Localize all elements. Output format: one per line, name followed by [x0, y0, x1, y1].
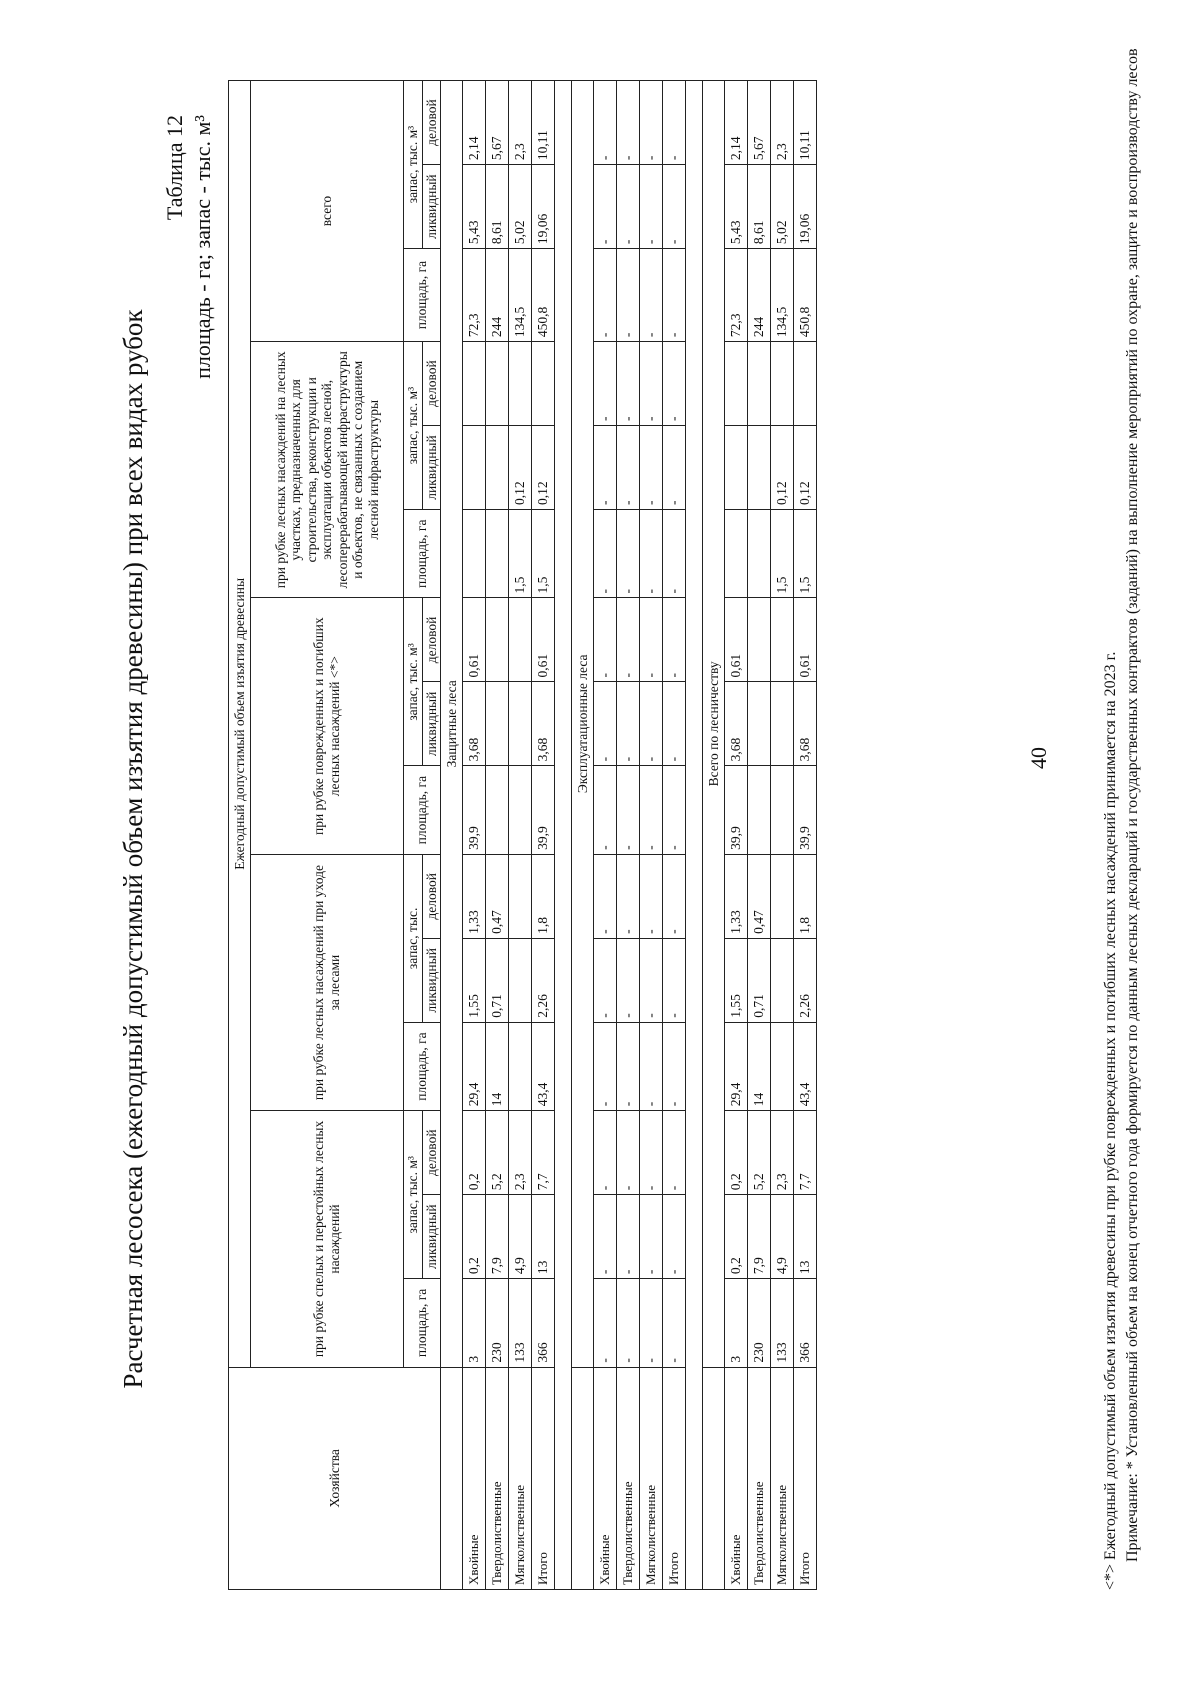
table-cell: [748, 766, 771, 854]
table-cell: 1,55: [725, 938, 748, 1022]
header-area: площадь, га: [404, 766, 441, 854]
table-cell: [486, 766, 509, 854]
table-cell: 3: [463, 1279, 486, 1367]
table-cell: -: [617, 510, 640, 598]
table-cell: -: [663, 510, 686, 598]
table-cell: 133: [509, 1279, 532, 1367]
row-label: Твердолиственные: [617, 1367, 640, 1589]
table-cell: 134,5: [509, 249, 532, 342]
table-cell: [748, 426, 771, 510]
table-cell: 3,68: [532, 682, 555, 766]
notes: [1100, 30, 1143, 1590]
table-cell: -: [617, 249, 640, 342]
header-business: деловой: [422, 342, 441, 426]
table-cell: 1,8: [794, 854, 817, 938]
header-farms: Хозяйства: [229, 1367, 441, 1589]
table-cell: 7,9: [748, 1195, 771, 1279]
table-cell: -: [617, 1195, 640, 1279]
table-cell: -: [617, 426, 640, 510]
table-row: [663, 81, 686, 1590]
table-cell: -: [640, 938, 663, 1022]
table-cell: 7,9: [486, 1195, 509, 1279]
table-cell: [509, 598, 532, 682]
header-total: всего: [251, 81, 404, 342]
table-cell: 0,12: [794, 426, 817, 510]
row-label: Мягколиственные: [509, 1367, 532, 1589]
table-cell: -: [640, 766, 663, 854]
table-cell: 3,68: [725, 682, 748, 766]
table-cell: 366: [532, 1279, 555, 1367]
table-cell: 366: [794, 1279, 817, 1367]
table-cell: [771, 938, 794, 1022]
table-cell: -: [594, 1022, 617, 1110]
table-cell: -: [663, 854, 686, 938]
table-cell: 0,47: [748, 854, 771, 938]
table-cell: -: [617, 1022, 640, 1110]
table-cell: 1,55: [463, 938, 486, 1022]
table-row: [486, 81, 509, 1590]
table-cell: 0,71: [486, 938, 509, 1022]
table-cell: 1,8: [532, 854, 555, 938]
table-cell: 2,3: [771, 81, 794, 165]
units-caption: площадь - га; запас - тыс. м³: [190, 115, 215, 379]
table-cell: [748, 682, 771, 766]
table-cell: -: [594, 854, 617, 938]
table-cell: 8,61: [486, 165, 509, 249]
table-cell: -: [663, 81, 686, 165]
table-cell: [486, 682, 509, 766]
table-row: [509, 81, 532, 1590]
table-cell: [509, 1022, 532, 1110]
table-cell: 134,5: [771, 249, 794, 342]
table-cell: -: [594, 1195, 617, 1279]
header-business: деловой: [422, 854, 441, 938]
table-cell: 43,4: [532, 1022, 555, 1110]
table-cell: -: [594, 342, 617, 426]
table-cell: [509, 342, 532, 426]
table-cell: 2,26: [532, 938, 555, 1022]
row-label: Итого: [532, 1367, 555, 1589]
table-cell: -: [640, 1111, 663, 1195]
table-cell: 1,33: [725, 854, 748, 938]
table-cell: -: [617, 854, 640, 938]
table-cell: [771, 854, 794, 938]
table-cell: -: [617, 81, 640, 165]
table-cell: [794, 342, 817, 426]
header-liquid: ликвидный: [422, 426, 441, 510]
table-cell: 230: [486, 1279, 509, 1367]
table-cell: -: [663, 165, 686, 249]
table-cell: -: [617, 682, 640, 766]
table-cell: -: [663, 766, 686, 854]
table-cell: 39,9: [725, 766, 748, 854]
table-cell: 244: [486, 249, 509, 342]
table-cell: [509, 854, 532, 938]
table-cell: 0,61: [794, 598, 817, 682]
row-label: Твердолиственные: [748, 1367, 771, 1589]
table-cell: 29,4: [725, 1022, 748, 1110]
header-group1: при рубке спелых и перестойных лесных насаждений: [251, 1111, 404, 1367]
table-cell: -: [594, 1279, 617, 1367]
table-cell: 2,3: [509, 1111, 532, 1195]
table-cell: -: [663, 1022, 686, 1110]
section-header-row: [703, 81, 725, 1590]
header-liquid: ликвидный: [422, 938, 441, 1022]
table-cell: 450,8: [794, 249, 817, 342]
table-cell: [748, 598, 771, 682]
table-cell: [771, 766, 794, 854]
header-group4: при рубке лесных насаждений на лесных участках, предназначенных для строительства, реконструкции и эксплуатации объектов лесной, лесоперерабатывающей инфраструктуры и объектов, не связанных с созданием лесной инфраструктуры: [251, 342, 404, 598]
table-cell: 4,9: [771, 1195, 794, 1279]
table-cell: -: [640, 1279, 663, 1367]
table-cell: 14: [748, 1022, 771, 1110]
row-label: Твердолиственные: [486, 1367, 509, 1589]
header-liquid: ликвидный: [422, 682, 441, 766]
table-cell: -: [640, 1022, 663, 1110]
table-row: [594, 81, 617, 1590]
header-area: площадь, га: [404, 510, 441, 598]
table-cell: [748, 510, 771, 598]
table-cell: -: [640, 1195, 663, 1279]
table-cell: 43,4: [794, 1022, 817, 1110]
table-number: Таблица 12: [162, 115, 187, 221]
row-label: Хвойные: [594, 1367, 617, 1589]
table-cell: -: [663, 342, 686, 426]
table-cell: [771, 342, 794, 426]
page-number: 40: [1026, 747, 1051, 769]
header-liquid: ликвидный: [422, 165, 441, 249]
table-cell: 133: [771, 1279, 794, 1367]
table-cell: -: [617, 165, 640, 249]
footnote: <*> Ежегодный допустимый объем изъятия древесины при рубке поврежденных и погибших лесных насаждений принимается на 2023 г.: [1102, 651, 1119, 1590]
table-cell: 0,2: [463, 1111, 486, 1195]
table-cell: 1,5: [532, 510, 555, 598]
table-cell: -: [640, 426, 663, 510]
table-cell: 0,2: [463, 1195, 486, 1279]
header-area: площадь, га: [404, 1279, 441, 1367]
table-cell: 1,5: [509, 510, 532, 598]
table-cell: -: [617, 1111, 640, 1195]
table-cell: 450,8: [532, 249, 555, 342]
table-cell: -: [594, 938, 617, 1022]
table-cell: [725, 510, 748, 598]
table-cell: -: [640, 682, 663, 766]
table-cell: [771, 682, 794, 766]
table-cell: -: [594, 766, 617, 854]
table-cell: 4,9: [509, 1195, 532, 1279]
table-cell: 10,11: [532, 81, 555, 165]
table-cell: [486, 598, 509, 682]
table-cell: [725, 342, 748, 426]
header-area: площадь, га: [404, 249, 441, 342]
table-cell: 0,61: [532, 598, 555, 682]
table-cell: 3: [725, 1279, 748, 1367]
table-cell: 5,43: [463, 165, 486, 249]
table-cell: 0,71: [748, 938, 771, 1022]
table-cell: 1,5: [794, 510, 817, 598]
table-cell: 0,12: [532, 426, 555, 510]
table-cell: [748, 342, 771, 426]
table-cell: -: [640, 249, 663, 342]
table-cell: 230: [748, 1279, 771, 1367]
table-cell: 3,68: [463, 682, 486, 766]
table-cell: 19,06: [794, 165, 817, 249]
header-annual: Ежегодный допустимый объем изъятия древесины: [229, 81, 251, 1368]
table-cell: -: [663, 426, 686, 510]
table-row: [463, 81, 486, 1590]
table-cell: 29,4: [463, 1022, 486, 1110]
table-cell: -: [640, 854, 663, 938]
table-row: [532, 81, 555, 1590]
table-row: [794, 81, 817, 1590]
table-cell: [486, 342, 509, 426]
table-cell: [532, 342, 555, 426]
section-title: Всего по лесничеству: [703, 81, 725, 1368]
table-cell: -: [594, 598, 617, 682]
table-cell: [771, 1022, 794, 1110]
section-header-row: [572, 81, 594, 1590]
table-row: [617, 81, 640, 1590]
section-header-row: [441, 81, 463, 1590]
remark: Примечание: * Установленный объем на конец отчетного года формируется по данным лесных деклараций и государственных контрактов (заданий) на выполнение мероприятий по охране, защите и воспроизводству лесов: [1123, 48, 1141, 1562]
table-cell: 1,5: [771, 510, 794, 598]
table-row: [771, 81, 794, 1590]
table-cell: -: [663, 682, 686, 766]
table-cell: 14: [486, 1022, 509, 1110]
header-business: деловой: [422, 1111, 441, 1195]
table-cell: 1,33: [463, 854, 486, 938]
table-cell: [463, 510, 486, 598]
table-cell: -: [594, 426, 617, 510]
table-row: [725, 81, 748, 1590]
table-cell: -: [663, 1195, 686, 1279]
table-cell: 39,9: [532, 766, 555, 854]
table-cell: -: [594, 81, 617, 165]
row-label: Итого: [663, 1367, 686, 1589]
table-cell: -: [594, 510, 617, 598]
table-cell: 0,2: [725, 1195, 748, 1279]
table-cell: 0,61: [725, 598, 748, 682]
table-cell: 3,68: [794, 682, 817, 766]
table-cell: 0,47: [486, 854, 509, 938]
table-cell: 2,26: [794, 938, 817, 1022]
harvest-table: [228, 80, 817, 1590]
table-cell: [771, 598, 794, 682]
header-stock-short: запас, тыс.: [404, 854, 423, 1022]
header-group2: при рубке лесных насаждений при уходе за лесами: [251, 854, 404, 1110]
table-cell: 7,7: [532, 1111, 555, 1195]
table-cell: -: [640, 165, 663, 249]
table-cell: [463, 342, 486, 426]
section-title: Защитные леса: [441, 81, 463, 1368]
table-cell: 2,3: [771, 1111, 794, 1195]
table-cell: 5,43: [725, 165, 748, 249]
table-cell: 13: [532, 1195, 555, 1279]
table-cell: -: [594, 682, 617, 766]
table-cell: 7,7: [794, 1111, 817, 1195]
table-cell: 244: [748, 249, 771, 342]
table-cell: 39,9: [794, 766, 817, 854]
table-cell: [509, 682, 532, 766]
table-cell: 0,12: [509, 426, 532, 510]
table-cell: -: [640, 81, 663, 165]
table-cell: 72,3: [725, 249, 748, 342]
table-cell: 10,11: [794, 81, 817, 165]
header-liquid: ликвидный: [422, 1195, 441, 1279]
row-label: Хвойные: [725, 1367, 748, 1589]
header-business: деловой: [422, 81, 441, 165]
table-row: [640, 81, 663, 1590]
table-cell: [509, 938, 532, 1022]
table-cell: -: [663, 938, 686, 1022]
table-cell: 39,9: [463, 766, 486, 854]
table-cell: -: [594, 165, 617, 249]
header-business: деловой: [422, 598, 441, 682]
header-stock: запас, тыс. м³: [404, 342, 423, 510]
table-cell: 13: [794, 1195, 817, 1279]
table-cell: [463, 426, 486, 510]
table-cell: -: [640, 342, 663, 426]
table-cell: 0,61: [463, 598, 486, 682]
table-cell: -: [663, 598, 686, 682]
table-cell: [486, 426, 509, 510]
section-title: Эксплуатационные леса: [572, 81, 594, 1368]
table-cell: -: [617, 598, 640, 682]
table-cell: 5,2: [486, 1111, 509, 1195]
table-cell: 8,61: [748, 165, 771, 249]
table-cell: -: [663, 249, 686, 342]
table-cell: 5,2: [748, 1111, 771, 1195]
table-cell: -: [617, 1279, 640, 1367]
table-cell: 0,2: [725, 1111, 748, 1195]
table-cell: -: [663, 1111, 686, 1195]
table-cell: 5,67: [486, 81, 509, 165]
section-gap: [686, 81, 703, 1590]
row-label: Мягколиственные: [771, 1367, 794, 1589]
table-row: [748, 81, 771, 1590]
document-title: Расчетная лесосека (ежегодный допустимый объем изъятия древесины) при всех видах рубок: [118, 309, 148, 1389]
row-label: Итого: [794, 1367, 817, 1589]
header-group3: при рубке поврежденных и погибших лесных насаждений <*>: [251, 598, 404, 854]
row-label: Мягколиственные: [640, 1367, 663, 1589]
table-cell: [509, 766, 532, 854]
table-cell: -: [640, 598, 663, 682]
table-cell: 72,3: [463, 249, 486, 342]
table-cell: 5,02: [509, 165, 532, 249]
table-cell: 2,14: [725, 81, 748, 165]
table-cell: -: [594, 1111, 617, 1195]
header-area: площадь, га: [404, 1022, 441, 1110]
header-stock: запас, тыс. м³: [404, 598, 423, 766]
table-cell: 19,06: [532, 165, 555, 249]
header-stock: запас, тыс. м³: [404, 1111, 423, 1279]
table-cell: -: [663, 1279, 686, 1367]
row-label: Хвойные: [463, 1367, 486, 1589]
table-cell: [725, 426, 748, 510]
table-cell: 5,67: [748, 81, 771, 165]
table-cell: -: [640, 510, 663, 598]
table-cell: 5,02: [771, 165, 794, 249]
section-gap: [555, 81, 572, 1590]
table-cell: -: [617, 938, 640, 1022]
table-cell: 2,14: [463, 81, 486, 165]
table-cell: 0,12: [771, 426, 794, 510]
header-stock: запас, тыс. м³: [404, 81, 423, 249]
table-cell: [486, 510, 509, 598]
table-cell: 2,3: [509, 81, 532, 165]
table-cell: -: [617, 342, 640, 426]
table-cell: -: [617, 766, 640, 854]
table-cell: -: [594, 249, 617, 342]
